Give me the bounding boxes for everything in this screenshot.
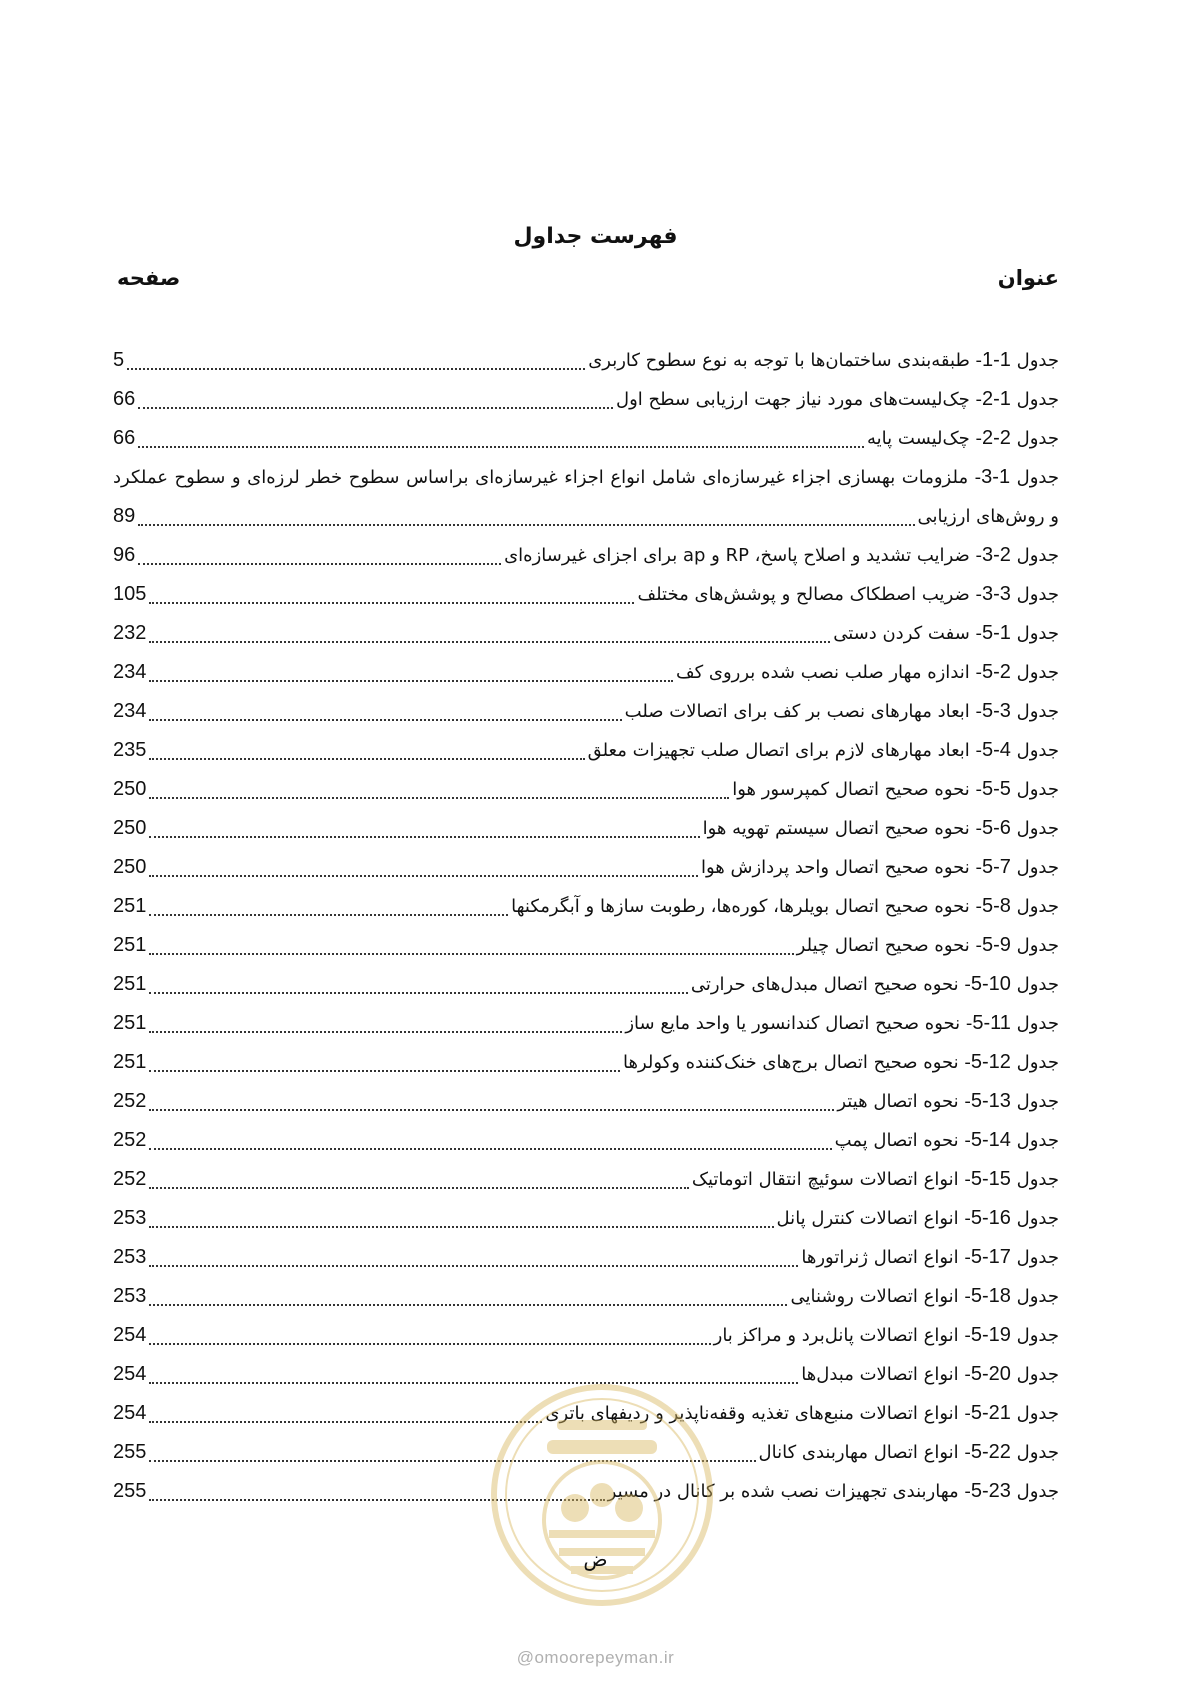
toc-entry-page: 255 xyxy=(113,1441,147,1463)
toc-entry[interactable] xyxy=(113,965,1059,1004)
toc-entry[interactable] xyxy=(113,1043,1059,1082)
toc-entry-text: - انواع اتصالات کنترل پانل xyxy=(776,1208,971,1229)
toc-entry[interactable] xyxy=(113,1238,1059,1277)
toc-entry[interactable] xyxy=(113,692,1059,731)
toc-entry-title xyxy=(113,467,1059,488)
dot-leader xyxy=(149,719,621,721)
toc-entry-page: 254 xyxy=(113,1324,147,1346)
toc-entry-text: - نحوه صحیح اتصال مبدل‌های حرارتی xyxy=(690,974,971,995)
toc-entry-text: - نحوه صحیح اتصال برج‌های خنک‌کننده وکولرها xyxy=(622,1052,971,1073)
toc-entry-number: 14-5 xyxy=(970,1129,1011,1151)
toc-entry-line2 xyxy=(113,497,1059,536)
toc-entry-title xyxy=(676,653,1059,692)
toc-entry-prefix: جدول xyxy=(1010,935,1059,956)
toc-entry-line1 xyxy=(113,458,1059,497)
toc-entry-number: 20-5 xyxy=(970,1363,1011,1385)
toc-entry-number: 21-5 xyxy=(970,1402,1011,1424)
dot-leader xyxy=(149,1109,834,1111)
toc-entry-text: - نحوه صحیح اتصال واحد پردازش هوا xyxy=(700,857,982,878)
toc-entry-text: - چک‌لیست پایه xyxy=(867,428,982,449)
toc-entry-page: 96 xyxy=(113,544,136,566)
dot-leader xyxy=(127,368,585,370)
toc-entry-title xyxy=(790,1277,1059,1316)
toc-entry-number: 15-5 xyxy=(970,1168,1011,1190)
toc-entry[interactable] xyxy=(113,848,1059,887)
dot-leader xyxy=(149,992,687,994)
toc-entry-prefix: جدول xyxy=(1010,623,1059,644)
toc-entry-number: 7-5 xyxy=(982,856,1011,878)
toc-entry-page: 253 xyxy=(113,1246,147,1268)
toc-entry-number: 2-2 xyxy=(982,427,1011,449)
dot-leader xyxy=(149,1148,831,1150)
toc-entry-text: - انواع اتصالات سوئیچ انتقال اتوماتیک xyxy=(691,1169,971,1190)
toc-entry-page: 232 xyxy=(113,622,147,644)
toc-entry-prefix: جدول xyxy=(1010,701,1059,722)
toc-entry-title xyxy=(759,1433,1059,1472)
toc-entry-number: 17-5 xyxy=(970,1246,1011,1268)
toc-entry-text: - انواع اتصالات پانل‌برد و مراکز بار xyxy=(713,1325,971,1346)
toc-entry-prefix: جدول xyxy=(1010,545,1059,566)
toc-entry-number: 3-3 xyxy=(982,583,1011,605)
toc-entry[interactable] xyxy=(113,809,1059,848)
toc-entry-prefix: جدول xyxy=(1010,1169,1059,1190)
toc-entry-title xyxy=(616,380,1059,419)
toc-entry-page: 89 xyxy=(113,505,136,527)
dot-leader xyxy=(149,1343,710,1345)
toc-entry-prefix: جدول xyxy=(1010,896,1059,917)
toc-entry-text: - نحوه اتصال پمپ xyxy=(834,1130,971,1151)
toc-entry[interactable] xyxy=(113,731,1059,770)
toc-entry-title xyxy=(625,692,1059,731)
dot-leader xyxy=(138,563,501,565)
toc-entry-title xyxy=(867,419,1059,458)
toc-entry[interactable] xyxy=(113,1316,1059,1355)
toc-entry-number: 6-5 xyxy=(982,817,1011,839)
toc-entry[interactable] xyxy=(113,614,1059,653)
toc-entry-page: 66 xyxy=(113,427,136,449)
dot-leader xyxy=(149,1421,542,1423)
toc-entry-number: 2-3 xyxy=(982,544,1011,566)
toc-entry-title xyxy=(625,1004,1059,1043)
toc-entry-prefix: جدول xyxy=(1010,1247,1059,1268)
toc-entry-text: - نحوه صحیح اتصال کمپرسور هوا xyxy=(732,779,982,800)
toc-entry-prefix: جدول xyxy=(1010,1091,1059,1112)
toc-entry-title xyxy=(511,887,1059,926)
dot-leader xyxy=(149,1070,620,1072)
toc-entry-page: 251 xyxy=(113,973,147,995)
toc-entry[interactable] xyxy=(113,1277,1059,1316)
toc-entry-text: - نحوه صحیح اتصال کندانسور یا واحد مایع ساز xyxy=(625,1013,973,1034)
toc-entry-title xyxy=(732,770,1059,809)
dot-leader xyxy=(149,602,634,604)
toc-entry-title xyxy=(588,341,1059,380)
toc-entry-text: - نحوه اتصال هیتر xyxy=(837,1091,971,1112)
toc-entry-text: - نحوه صحیح اتصال بویلرها، کوره‌ها، رطوبت سازها و آبگرمکنها xyxy=(511,896,982,917)
toc-entry-number: 4-5 xyxy=(982,739,1011,761)
toc-entry-page: 250 xyxy=(113,856,147,878)
toc-entry-page: 234 xyxy=(113,700,147,722)
toc-entry-title xyxy=(703,809,1059,848)
toc-entry-number: 1-5 xyxy=(982,622,1011,644)
toc-entry-number: 12-5 xyxy=(970,1051,1011,1073)
toc-entry-number: 19-5 xyxy=(970,1324,1011,1346)
toc-entry-text: - انواع اتصال مهاربندی کانال xyxy=(758,1442,971,1463)
toc-entry-title xyxy=(777,1199,1059,1238)
toc-entry-prefix: جدول xyxy=(1010,467,1059,488)
dot-leader xyxy=(138,446,864,448)
toc-entry-text: - طبقه‌بندی ساختمان‌ها با توجه به نوع سطوح کاربری xyxy=(588,350,982,371)
toc-entry-title xyxy=(701,848,1059,887)
toc-entry-number: 22-5 xyxy=(970,1441,1011,1463)
dot-leader xyxy=(149,797,729,799)
dot-leader xyxy=(149,875,698,877)
toc-entry-prefix: جدول xyxy=(1010,1013,1059,1034)
toc-entry-prefix: جدول xyxy=(1010,1403,1059,1424)
toc-entry-text: - ملزومات بهسازی اجزاء غیرسازه‌ای شامل انواع اجزاء غیرسازه‌ای براساس سطوح خطر لرزه‌ای و سطوح عملکرد xyxy=(113,467,982,488)
toc-entry-text: - نحوه صحیح اتصال چیلر xyxy=(796,935,982,956)
toc-entry-prefix: جدول xyxy=(1010,974,1059,995)
toc-entry-text: - چک‌لیست‌های مورد نیاز جهت ارزیابی سطح اول xyxy=(616,389,982,410)
toc-entry-number: 23-5 xyxy=(970,1480,1011,1502)
toc-entry[interactable] xyxy=(113,1121,1059,1160)
toc-entry-number: 11-5 xyxy=(972,1012,1011,1034)
toc-entry-number: 1-2 xyxy=(982,388,1011,410)
toc-entry-title xyxy=(714,1316,1059,1355)
toc-entry-prefix: جدول xyxy=(1010,779,1059,800)
toc-entry-text: - ضریب اصطکاک مصالح و پوشش‌های مختلف xyxy=(637,584,982,605)
toc-entry-text: - سفت کردن دستی xyxy=(833,623,982,644)
page-title: فهرست جداول xyxy=(513,224,678,249)
toc-entry-title xyxy=(837,1082,1059,1121)
toc-entry-title xyxy=(797,926,1059,965)
toc-entry-prefix: جدول xyxy=(1010,1286,1059,1307)
toc-entry[interactable] xyxy=(113,1004,1059,1043)
toc-entry-page: 252 xyxy=(113,1129,147,1151)
watermark-url: @omoorepeyman.ir xyxy=(516,1648,675,1667)
toc-entry[interactable] xyxy=(113,1199,1059,1238)
dot-leader xyxy=(149,1226,773,1228)
dot-leader xyxy=(149,1031,622,1033)
toc-entry-text: - اندازه مهار صلب نصب شده برروی کف xyxy=(675,662,982,683)
toc-entry-number: 8-5 xyxy=(982,895,1011,917)
toc-entry-text: - مهاربندی تجهیزات نصب شده بر کانال در مسیر xyxy=(607,1481,971,1502)
toc-entry[interactable] xyxy=(113,419,1059,458)
page-number: ض xyxy=(583,1547,608,1571)
toc-entry-number: 16-5 xyxy=(970,1207,1011,1229)
toc-entry[interactable] xyxy=(113,653,1059,692)
toc-entry-prefix: جدول xyxy=(1010,1481,1059,1502)
toc-entry-prefix: جدول xyxy=(1010,1364,1059,1385)
toc-entry[interactable] xyxy=(113,341,1059,380)
toc-entry-prefix: جدول xyxy=(1010,857,1059,878)
toc-entry-number: 3-5 xyxy=(982,700,1011,722)
toc-entry[interactable] xyxy=(113,380,1059,419)
toc-entry[interactable] xyxy=(113,1082,1059,1121)
toc-entry-text: - انواع اتصالات منبع‌های تغذیه وقفه‌ناپذیر و ردیفهای باتری xyxy=(545,1403,971,1424)
toc-entry[interactable] xyxy=(113,887,1059,926)
toc-entry-text: - ابعاد مهارهای لازم برای اتصال صلب تجهیزات معلق xyxy=(587,740,982,761)
toc-entry-prefix: جدول xyxy=(1010,1208,1059,1229)
toc-entry-page: 253 xyxy=(113,1285,147,1307)
toc-entry-number: 2-5 xyxy=(982,661,1011,683)
toc-entry-prefix: جدول xyxy=(1010,1325,1059,1346)
toc-entry-prefix: جدول xyxy=(1010,740,1059,761)
toc-entry-number: 13-5 xyxy=(970,1090,1011,1112)
page-column-header: صفحه xyxy=(117,266,181,290)
toc-entry-title xyxy=(588,731,1059,770)
toc-entry-title xyxy=(692,1160,1059,1199)
toc-entry-title xyxy=(623,1043,1059,1082)
dot-leader xyxy=(149,1187,688,1189)
toc-entry-number: 18-5 xyxy=(970,1285,1011,1307)
dot-leader xyxy=(149,953,793,955)
toc-entry-title xyxy=(504,536,1059,575)
toc-entry-page: 252 xyxy=(113,1168,147,1190)
toc-entry-page: 235 xyxy=(113,739,147,761)
toc-entry-page: 253 xyxy=(113,1207,147,1229)
toc-entry-number: 1-1 xyxy=(982,349,1011,371)
toc-entry-number: 5-5 xyxy=(982,778,1011,800)
toc-entry-page: 105 xyxy=(113,583,147,605)
dot-leader xyxy=(149,641,830,643)
dot-leader xyxy=(138,524,914,526)
toc-entry-prefix: جدول xyxy=(1010,350,1059,371)
toc-entry[interactable] xyxy=(113,1160,1059,1199)
table-of-tables xyxy=(113,341,1059,1511)
toc-entry-text: - ضرایب تشدید و اصلاح پاسخ، RP و ap برای اجزای غیرسازه‌ای xyxy=(504,545,982,566)
toc-entry-number: 9-5 xyxy=(982,934,1011,956)
toc-entry-prefix: جدول xyxy=(1010,1130,1059,1151)
toc-entry-prefix: جدول xyxy=(1010,428,1059,449)
toc-entry[interactable] xyxy=(113,536,1059,575)
toc-entry-page: 5 xyxy=(113,349,125,371)
dot-leader xyxy=(149,1304,787,1306)
dot-leader xyxy=(149,1265,798,1267)
subject-column-header: عنوان xyxy=(997,266,1059,290)
toc-entry-prefix: جدول xyxy=(1010,818,1059,839)
toc-entry-prefix: جدول xyxy=(1010,1442,1059,1463)
toc-entry-page: 234 xyxy=(113,661,147,683)
publisher-seal-watermark xyxy=(487,1380,717,1610)
toc-entry-page: 250 xyxy=(113,778,147,800)
dot-leader xyxy=(149,680,673,682)
toc-entry-text: - انواع اتصالات روشنایی xyxy=(790,1286,971,1307)
toc-entry-page: 255 xyxy=(113,1480,147,1502)
toc-entry-page: 250 xyxy=(113,817,147,839)
dot-leader xyxy=(138,407,613,409)
toc-entry-title xyxy=(833,614,1059,653)
toc-entry-page: 254 xyxy=(113,1402,147,1424)
toc-entry[interactable] xyxy=(113,770,1059,809)
toc-entry[interactable] xyxy=(113,458,1059,536)
toc-entry-prefix: جدول xyxy=(1010,389,1059,410)
dot-leader xyxy=(149,758,584,760)
toc-entry-text: - نحوه صحیح اتصال سیستم تهویه هوا xyxy=(702,818,982,839)
toc-entry-title xyxy=(801,1355,1059,1394)
toc-entry-page: 251 xyxy=(113,934,147,956)
toc-entry-page: 66 xyxy=(113,388,136,410)
toc-entry-page: 251 xyxy=(113,895,147,917)
toc-entry-text: - انواع اتصالات مبدل‌ها xyxy=(801,1364,971,1385)
toc-entry-prefix: جدول xyxy=(1010,584,1059,605)
toc-entry-text: - ابعاد مهارهای نصب بر کف برای اتصالات صلب xyxy=(624,701,982,722)
dot-leader xyxy=(149,914,508,916)
dot-leader xyxy=(149,836,699,838)
toc-entry-page: 254 xyxy=(113,1363,147,1385)
toc-entry-continuation: و روش‌های ارزیابی xyxy=(917,506,1059,527)
toc-entry-prefix: جدول xyxy=(1010,1052,1059,1073)
toc-entry-title xyxy=(691,965,1059,1004)
toc-entry-number: 10-5 xyxy=(970,973,1011,995)
toc-entry-title xyxy=(801,1238,1059,1277)
toc-entry[interactable] xyxy=(113,575,1059,614)
toc-entry-title xyxy=(835,1121,1059,1160)
toc-entry-page: 251 xyxy=(113,1051,147,1073)
toc-entry-page: 251 xyxy=(113,1012,147,1034)
toc-entry-prefix: جدول xyxy=(1010,662,1059,683)
toc-entry-page: 252 xyxy=(113,1090,147,1112)
toc-entry-text: - انواع اتصال ژنراتورها xyxy=(801,1247,971,1268)
toc-entry-title xyxy=(637,575,1059,614)
toc-entry-number: 1-3 xyxy=(981,466,1011,488)
toc-entry[interactable] xyxy=(113,926,1059,965)
